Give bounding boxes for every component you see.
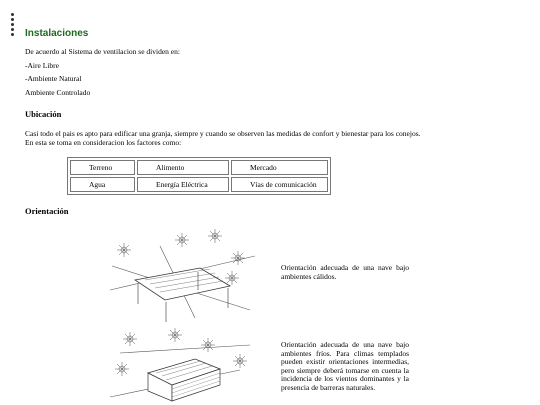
cold-orientation-figure bbox=[100, 325, 265, 405]
table-cell: Alimento bbox=[137, 160, 229, 175]
section-heading-ubicacion: Ubicación bbox=[25, 109, 62, 119]
table-cell: Mercado bbox=[231, 160, 328, 175]
table-cell: Vías de comunicación bbox=[231, 177, 328, 192]
ubicacion-text: En esta se toma en consideracion los factores como: bbox=[25, 138, 182, 147]
intro-text: De acuerdo al Sistema de ventilacion se dividen en: bbox=[25, 47, 180, 56]
drag-handle-icon[interactable] bbox=[11, 13, 15, 38]
warm-orientation-figure bbox=[100, 228, 265, 323]
table-row bbox=[70, 160, 328, 175]
table-cell: Energía Eléctrica bbox=[137, 177, 229, 192]
table-row bbox=[70, 177, 328, 192]
figure-caption-warm: Orientación adecuada de una nave bajo ambientes cálidos. bbox=[281, 263, 409, 281]
type-item: Ambiente Controlado bbox=[25, 88, 91, 97]
type-item: -Ambiente Natural bbox=[25, 74, 82, 83]
type-item: -Aire Libre bbox=[25, 61, 59, 70]
table-cell: Terreno bbox=[70, 160, 135, 175]
section-heading-orientacion: Orientación bbox=[25, 206, 69, 216]
table-cell: Agua bbox=[70, 177, 135, 192]
factors-table bbox=[67, 157, 331, 195]
ubicacion-text: Casi todo el pais es apto para edificar una granja, siempre y cuando se observen las medidas de confort y bienestar para los conejos. bbox=[25, 129, 421, 138]
page-title: Instalaciones bbox=[25, 28, 89, 39]
figure-caption-cold: Orientación adecuada de una nave bajo ambientes fríos. Para climas templados pueden existir orientaciones intermedias, pero siempre deberá tomarse en cuenta la incidencia de los vientos dominantes y la presencia de barreras naturales. bbox=[281, 340, 409, 392]
